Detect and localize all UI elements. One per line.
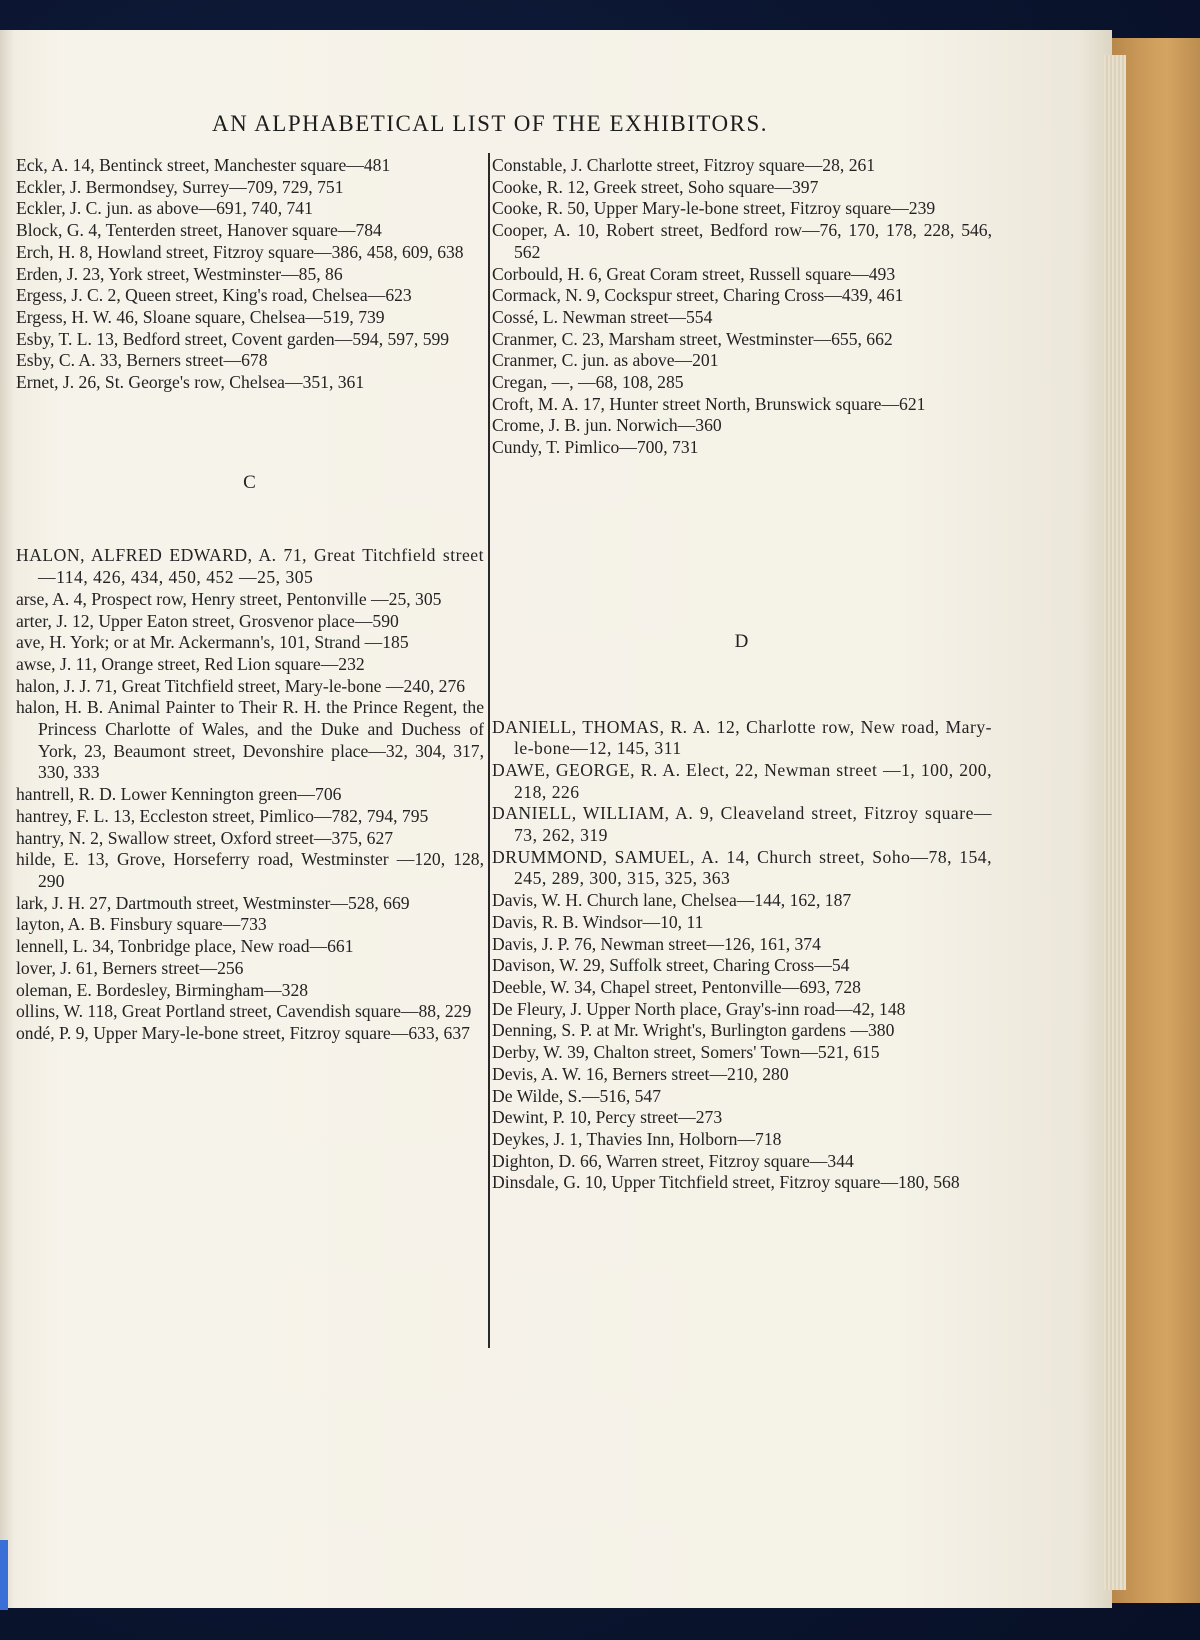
c-entry-list-right	[492, 155, 992, 459]
list-entry: layton, A. B. Finsbury square—733	[16, 914, 267, 935]
list-entry: Dewint, P. 10, Percy street—273	[492, 1107, 723, 1128]
list-entry: Esby, C. A. 33, Berners street—678	[16, 350, 268, 371]
column-divider	[488, 153, 490, 1348]
list-entry: Cranmer, C. 23, Marsham street, Westminster—655, 662	[492, 328, 893, 349]
list-entry: DANIELL, WILLIAM, A. 9, Cleaveland street, Fitzroy square—73, 262, 319	[492, 803, 992, 846]
list-entry: Crome, J. B. jun. Norwich—360	[492, 415, 722, 436]
list-entry: DANIELL, THOMAS, R. A. 12, Charlotte row, New road, Mary-le-bone—12, 145, 311	[492, 716, 992, 759]
list-entry: hilde, E. 13, Grove, Horseferry road, Westminster —120, 128, 290	[16, 849, 484, 891]
list-entry: oleman, E. Bordesley, Birmingham—328	[16, 979, 309, 1000]
list-entry: Cooper, A. 10, Robert street, Bedford row—76, 170, 178, 228, 546, 562	[492, 220, 992, 262]
list-entry: Derby, W. 39, Chalton street, Somers' Town—521, 615	[492, 1042, 880, 1063]
list-entry: Erden, J. 23, York street, Westminster—85, 86	[16, 263, 343, 284]
list-entry: Denning, S. P. at Mr. Wright's, Burlington gardens —380	[492, 1020, 895, 1041]
list-entry: Eck, A. 14, Bentinck street, Manchester square—481	[16, 155, 391, 175]
list-entry: lover, J. 61, Berners street—256	[16, 957, 244, 978]
list-entry: halon, H. B. Animal Painter to Their R. H. the Prince Regent, the Princess Charlotte of Wales, and the Duke and Duchess of York, 23, Beaumont street, Devonshire place—32, 304, 317, 330, 333	[16, 697, 484, 783]
list-entry: Eckler, J. Bermondsey, Surrey—709, 729, 751	[16, 176, 344, 197]
list-entry: Ergess, J. C. 2, Queen street, King's road, Chelsea—623	[16, 285, 412, 306]
list-entry: De Wilde, S.—516, 547	[492, 1085, 662, 1106]
section-heading-c: C	[243, 471, 257, 493]
list-entry: Davis, R. B. Windsor—10, 11	[492, 911, 704, 932]
list-entry: ollins, W. 118, Great Portland street, Cavendish square—88, 229	[16, 1001, 472, 1022]
list-entry: Dinsdale, G. 10, Upper Titchfield street, Fitzroy square—180, 568	[492, 1172, 960, 1193]
c-entry-list-left	[16, 545, 484, 1044]
list-entry: Corbould, H. 6, Great Coram street, Russell square—493	[492, 263, 896, 284]
list-entry: HALON, ALFRED EDWARD, A. 71, Great Titchfield street—114, 426, 434, 450, 452 —25, 305	[16, 545, 484, 588]
list-entry: arse, A. 4, Prospect row, Henry street, Pentonville —25, 305	[16, 588, 442, 609]
list-entry: arter, J. 12, Upper Eaton street, Grosvenor place—590	[16, 610, 399, 631]
list-entry: Davis, J. P. 76, Newman street—126, 161, 374	[492, 933, 821, 954]
right-column	[492, 155, 992, 1194]
list-entry: Deykes, J. 1, Thavies Inn, Holborn—718	[492, 1128, 782, 1149]
d-entry-list	[492, 717, 992, 1194]
list-entry: lark, J. H. 27, Dartmouth street, Westminster—528, 669	[16, 892, 410, 913]
list-entry: Ergess, H. W. 46, Sloane square, Chelsea—519, 739	[16, 306, 385, 327]
list-entry: Cundy, T. Pimlico—700, 731	[492, 437, 699, 458]
list-entry: halon, J. J. 71, Great Titchfield street, Mary-le-bone —240, 276	[16, 675, 466, 696]
list-entry: Dighton, D. 66, Warren street, Fitzroy square—344	[492, 1150, 854, 1171]
list-entry: Davison, W. 29, Suffolk street, Charing Cross—54	[492, 955, 850, 976]
list-entry: De Fleury, J. Upper North place, Gray's-inn road—42, 148	[492, 998, 906, 1019]
list-entry: Deeble, W. 34, Chapel street, Pentonville—693, 728	[492, 976, 861, 997]
list-entry: Cooke, R. 12, Greek street, Soho square—397	[492, 176, 819, 197]
list-entry: ave, H. York; or at Mr. Ackermann's, 101, Strand —185	[16, 632, 409, 653]
list-entry: Constable, J. Charlotte street, Fitzroy square—28, 261	[492, 155, 876, 175]
list-entry: Davis, W. H. Church lane, Chelsea—144, 162, 187	[492, 890, 852, 911]
list-entry: Croft, M. A. 17, Hunter street North, Brunswick square—621	[492, 393, 926, 414]
list-entry: Block, G. 4, Tenterden street, Hanover square—784	[16, 220, 382, 241]
list-entry: Erch, H. 8, Howland street, Fitzroy square—386, 458, 609, 638	[16, 241, 464, 262]
scan-color-strip	[0, 1540, 8, 1610]
list-entry: ondé, P. 9, Upper Mary-le-bone street, Fitzroy square—633, 637	[16, 1022, 470, 1043]
list-entry: hantry, N. 2, Swallow street, Oxford street—375, 627	[16, 827, 394, 848]
list-entry: Eckler, J. C. jun. as above—691, 740, 741	[16, 198, 313, 219]
list-entry: Cregan, —, —68, 108, 285	[492, 372, 684, 393]
list-entry: Cooke, R. 50, Upper Mary-le-bone street, Fitzroy square—239	[492, 198, 936, 219]
section-heading-d: D	[734, 630, 750, 652]
list-entry: Devis, A. W. 16, Berners street—210, 280	[492, 1063, 789, 1084]
list-entry: Cormack, N. 9, Cockspur street, Charing Cross—439, 461	[492, 285, 904, 306]
list-entry: hantrey, F. L. 13, Eccleston street, Pimlico—782, 794, 795	[16, 805, 429, 826]
page-title: AN ALPHABETICAL LIST OF THE EXHIBITORS.	[212, 111, 768, 136]
list-entry: Cossé, L. Newman street—554	[492, 306, 713, 327]
list-entry: DAWE, GEORGE, R. A. Elect, 22, Newman street —1, 100, 200, 218, 226	[492, 759, 992, 802]
b-entry-list	[16, 155, 484, 394]
list-entry: DRUMMOND, SAMUEL, A. 14, Church street, Soho—78, 154, 245, 289, 300, 315, 325, 363	[492, 846, 992, 889]
left-column	[16, 155, 484, 1045]
list-entry: Cranmer, C. jun. as above—201	[492, 350, 719, 371]
page-stack-edge	[1104, 55, 1126, 1590]
list-entry: hantrell, R. D. Lower Kennington green—706	[16, 784, 342, 805]
list-entry: lennell, L. 34, Tonbridge place, New road—661	[16, 936, 354, 957]
list-entry: awse, J. 11, Orange street, Red Lion square—232	[16, 653, 365, 674]
list-entry: Ernet, J. 26, St. George's row, Chelsea—351, 361	[16, 372, 365, 393]
list-entry: Esby, T. L. 13, Bedford street, Covent garden—594, 597, 599	[16, 328, 450, 349]
